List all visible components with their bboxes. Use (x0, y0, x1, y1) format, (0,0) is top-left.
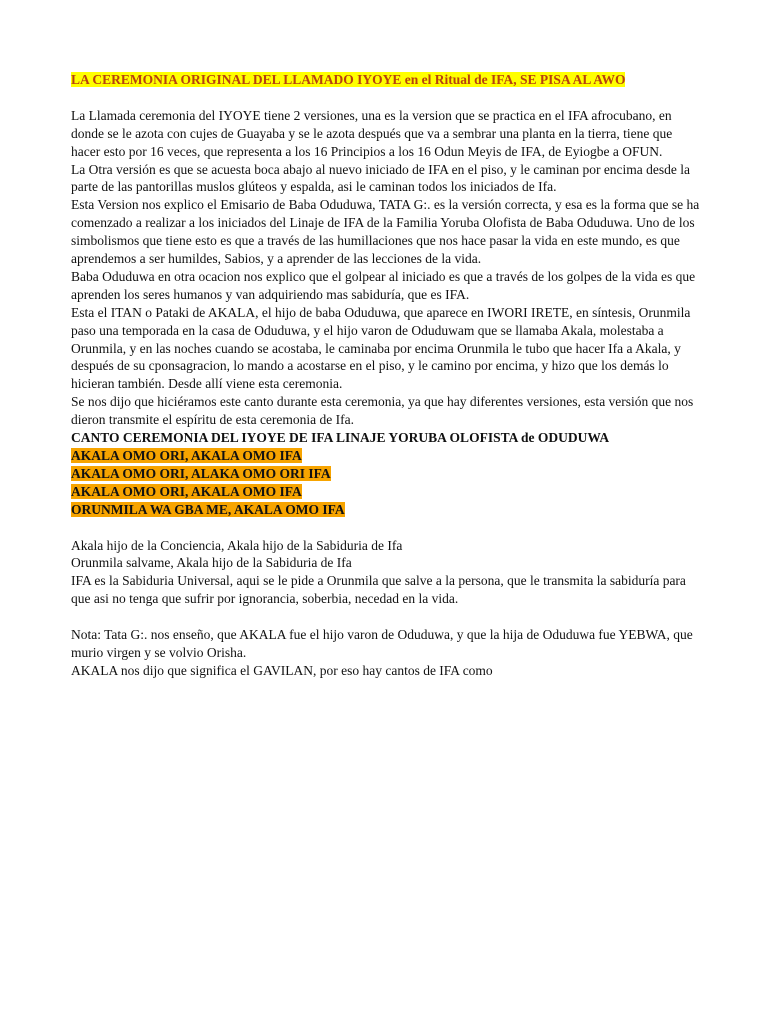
chant-line-4 (71, 501, 703, 519)
note-line-2: AKALA nos dijo que significa el GAVILAN, por eso hay cantos de IFA como (71, 662, 493, 678)
paragraph-4: Baba Oduduwa en otra ocacion nos explico que el golpear al iniciado es que a través de los golpes de la vida es que aprenden los seres humanos y van adquiriendo mas sabiduría, que es IFA. (71, 268, 696, 302)
blank-line (71, 519, 703, 537)
meaning-line-1: Akala hijo de la Conciencia, Akala hijo de la Sabiduria de Ifa (71, 537, 403, 553)
meaning-line-2: Orunmila salvame, Akala hijo de la Sabiduria de Ifa (71, 555, 352, 571)
meaning-line-3: IFA es la Sabiduria Universal, aqui se le pide a Orunmila que salve a la persona, que le transmita la sabiduría para que asi no tenga que sufrir por ignorancia, soberbia, necedad en la vida. (71, 573, 686, 607)
document-page (71, 71, 703, 680)
document-title (71, 72, 625, 87)
paragraph-1: La Llamada ceremonia del IYOYE tiene 2 versiones, una es la version que se practica en el IFA afrocubano, en donde se le azota con cujes de Guayaba y se le azota después que va a sembrar una planta en la tierra, tiene que hacer esto por 16 veces, que representa a los 16 Principios a los 16 Odun Meyis de IFA, de Eyiogbe a OFUN. (71, 107, 673, 159)
blank-line (71, 608, 703, 626)
chant-line-2 (71, 465, 703, 483)
chant-line-4-text: ORUNMILA WA GBA ME, AKALA OMO IFA (71, 501, 345, 517)
paragraph-6: Se nos dijo que hiciéramos este canto durante esta ceremonia, ya que hay diferentes versiones, esta versión que nos dieron transmite el espíritu de esta ceremonia de Ifa. (71, 394, 694, 428)
chant-line-2-text: AKALA OMO ORI, ALAKA OMO ORI IFA (71, 465, 331, 481)
blank-line (71, 89, 703, 107)
paragraph-5: Esta el ITAN o Pataki de AKALA, el hijo de baba Oduduwa, que aparece en IWORI IRETE, en síntesis, Orunmila paso una temporada en la casa de Oduduwa, y el hijo varon de Oduduwam que se llamaba Akala, molestaba a Orunmila, y en las noches cuando se acostaba, le caminaba por encima Orunmila le tubo que hacer Ifa a Akala, y después de su cponsagracion, lo mando a acostarse en el piso, y le camino por encima, y hizo que los demás lo hicieran también. Desde allí viene esta ceremonia. (71, 304, 691, 392)
chant-line-1 (71, 447, 703, 465)
paragraph-3: Esta Version nos explico el Emisario de Baba Oduduwa, TATA G:. es la versión correcta, y esa es la forma que se ha comenzado a realizar a los iniciados del Linaje de IFA de la Familia Yoruba Olofista de Baba Oduduwa. Uno de los simbolismos que tiene esto es que a través de las humillaciones que nos hace pasar la vida en este mundo, es que aprendemos a ser humildes, Sabios, y a aprender de las lecciones de la vida. (71, 197, 700, 267)
chant-line-1-text: AKALA OMO ORI, AKALA OMO IFA (71, 448, 302, 464)
note-line-1: Nota: Tata G:. nos enseño, que AKALA fue el hijo varon de Oduduwa, y que la hija de Oduduwa fue YEBWA, que murio virgen y se volvio Orisha. (71, 627, 693, 660)
document-title-line (71, 71, 703, 89)
canto-title: CANTO CEREMONIA DEL IYOYE DE IFA LINAJE YORUBA OLOFISTA de ODUDUWA (71, 430, 610, 446)
paragraph-2: La Otra versión es que se acuesta boca abajo al nuevo iniciado de IFA en el piso, y le caminan por encima desde la parte de las pantorillas muslos glúteos y espalda, asi le caminan todos los iniciados de Ifa. (71, 161, 691, 195)
document-title-text: LA CEREMONIA ORIGINAL DEL LLAMADO IYOYE en el Ritual de IFA, SE PISA AL AWO (71, 72, 626, 87)
chant-line-3 (71, 483, 703, 501)
chant-line-3-text: AKALA OMO ORI, AKALA OMO IFA (71, 483, 302, 499)
